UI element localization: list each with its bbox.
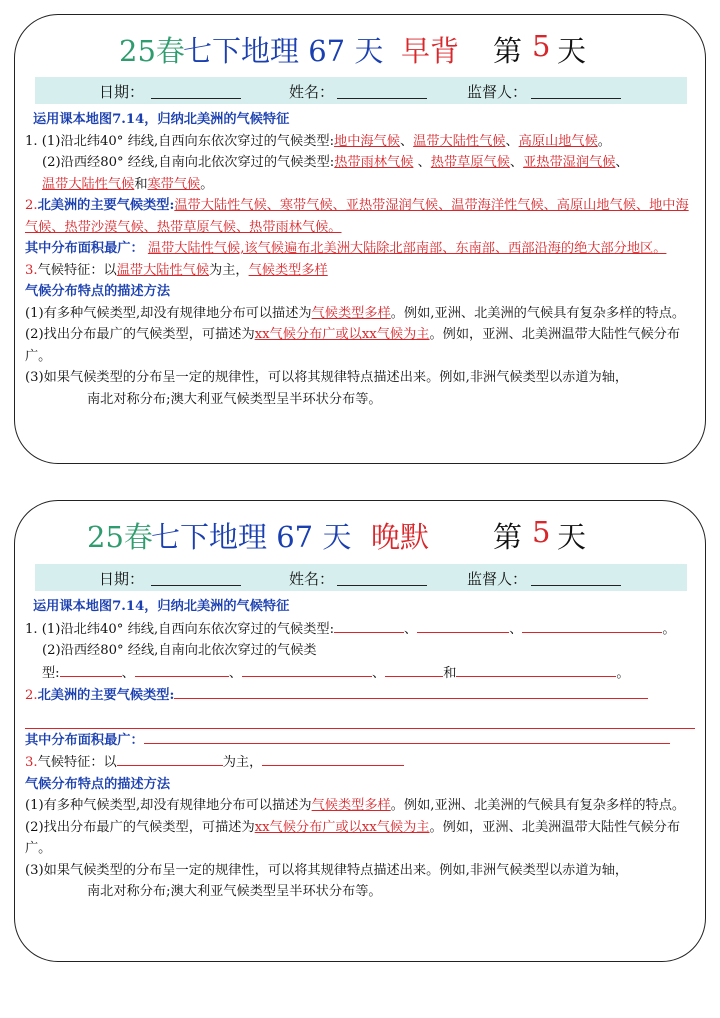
card-title xyxy=(15,29,705,73)
method-3-cont: 南北对称分布;澳大利亚气候类型呈半环状分布等。 xyxy=(87,884,382,899)
title-subject: 七下地理 67 天 xyxy=(151,520,352,554)
title-day-label: 第 xyxy=(493,34,523,68)
q2b-line xyxy=(25,729,701,752)
title-session: 晚默 xyxy=(371,520,430,554)
q1-prompt: 1. (1)沿北纬40° 纬线,自西向东依次穿过的气候类型: xyxy=(25,621,335,637)
section-heading: 运用课本地图7.14，归纳北美洲的气候特征 xyxy=(33,112,290,127)
answer: 气候类型多样 xyxy=(248,262,328,278)
q1-prompt: (2)沿西经80° 经线,自南向北依次穿过的气候类型: xyxy=(42,155,335,170)
method-1 xyxy=(25,795,701,817)
q2-number: 2. xyxy=(25,198,38,213)
q3-number: 3. xyxy=(25,755,38,770)
card-body xyxy=(25,109,701,410)
q2b-label: 其中分布面积最广： xyxy=(25,732,144,748)
method-3: (3)如果气候类型的分布呈一定的规律性，可以将其规律特点描述出来。例如,非洲气候类型以赤道为轴， xyxy=(25,862,629,878)
q1-prompt: 1. (1)沿北纬40° 纬线,自西向东依次穿过的气候类型: xyxy=(25,133,335,149)
answer: 温带大陆性气候、寒带气候、亚热带湿润气候、温带海洋性气候、高原山地气候、地中海气候、热带沙漠气候、热带草原气候、热带雨林气候。 xyxy=(25,198,689,235)
answer: 温带大陆性气候,该气候遍布北美洲大陆除北部南部、东南部、西部沿海的绝大部分地区。 xyxy=(147,241,667,256)
answer: 温带大陆性气候 xyxy=(42,176,135,192)
title-day-unit: 天 xyxy=(557,520,587,554)
answer-blank[interactable] xyxy=(385,662,443,677)
date-field[interactable] xyxy=(151,98,241,99)
title-subject: 七下地理 67 天 xyxy=(183,34,384,68)
answer-blank[interactable] xyxy=(242,662,372,677)
answer-blank[interactable] xyxy=(417,618,509,633)
method-highlight: xx气候分布广或以xx气候为主 xyxy=(254,327,430,342)
date-label: 日期： xyxy=(99,83,145,101)
q2-number: 2. xyxy=(25,688,38,703)
answer-blank[interactable] xyxy=(135,662,229,677)
supervisor-label: 监督人： xyxy=(467,83,528,101)
title-day-number: 5 xyxy=(532,515,551,549)
name-label: 姓名： xyxy=(289,83,335,101)
q3-prompt: 气候特征：以 xyxy=(37,755,117,770)
q2-label: 北美洲的主要气候类型: xyxy=(37,198,175,213)
date-label: 日期： xyxy=(99,570,145,588)
answer-blank[interactable] xyxy=(334,618,404,633)
name-label: 姓名： xyxy=(289,570,335,588)
method-text: (1)有多种气候类型,却没有规律地分布可以描述为 xyxy=(25,798,312,813)
supervisor-field[interactable] xyxy=(531,98,621,99)
answer: 温带大陆性气候 xyxy=(413,133,506,149)
answer-blank[interactable] xyxy=(262,751,404,766)
answer: 寒带气候 xyxy=(147,176,201,192)
connector: 和 xyxy=(134,176,148,192)
title-term: 25春 xyxy=(87,520,153,554)
method-text: 。例如，亚洲、北美洲温带大陆性气候分布广。 xyxy=(25,819,681,856)
morning-review-card xyxy=(14,14,706,464)
q1-line1 xyxy=(25,618,701,641)
answer: 温带大陆性气候 xyxy=(116,262,210,278)
title-term: 25春 xyxy=(119,34,185,68)
separator: 、 xyxy=(121,665,135,681)
q2b-label: 其中分布面积最广： xyxy=(25,241,144,256)
method-highlight: xx气候分布广或以xx气候为主 xyxy=(254,819,430,835)
method-text: 。例如,亚洲、北美洲的气候具有复杂多样的特点。 xyxy=(390,305,686,321)
q2b-line xyxy=(25,238,701,260)
method-highlight: 气候类型多样 xyxy=(311,798,391,813)
terminator: 。 xyxy=(662,621,676,637)
method-highlight: 气候类型多样 xyxy=(311,305,391,321)
q2-label: 北美洲的主要气候类型: xyxy=(37,688,175,703)
title-session: 早背 xyxy=(401,34,460,68)
answer-blank[interactable] xyxy=(174,684,648,699)
method-1 xyxy=(25,303,701,325)
q1-line3: 温带大陆性气候和寒带气候。 xyxy=(42,176,214,192)
title-day-label: 第 xyxy=(493,520,523,554)
method-heading: 气候分布特点的描述方法 xyxy=(25,284,171,299)
connector: 和 xyxy=(443,665,457,681)
answer-blank[interactable] xyxy=(522,618,662,633)
method-text: (1)有多种气候类型,却没有规律地分布可以描述为 xyxy=(25,305,312,321)
evening-dictation-card xyxy=(14,500,706,962)
answer: 热带草原气候 xyxy=(430,155,510,170)
method-text: (2)找出分布最广的气候类型，可描述为 xyxy=(25,819,255,835)
q1-line3 xyxy=(25,662,701,685)
method-text: 。例如,亚洲、北美洲的气候具有复杂多样的特点。 xyxy=(390,798,686,813)
separator: 、 xyxy=(404,621,418,637)
answer: 亚热带湿润气候 xyxy=(523,155,616,170)
separator: 、 xyxy=(228,665,243,681)
section-heading: 运用课本地图7.14，归纳北美洲的气候特征 xyxy=(33,599,290,614)
answer-blank[interactable] xyxy=(117,751,223,766)
supervisor-field[interactable] xyxy=(531,585,621,586)
method-2 xyxy=(25,817,701,860)
method-text: (2)找出分布最广的气候类型，可描述为 xyxy=(25,327,255,342)
name-field[interactable] xyxy=(337,585,427,586)
method-heading: 气候分布特点的描述方法 xyxy=(25,776,171,792)
info-bar xyxy=(35,564,687,591)
answer-blank[interactable] xyxy=(456,662,616,677)
q3-number: 3. xyxy=(25,262,38,278)
q1-line1: 1. (1)沿北纬40° 纬线,自西向东依次穿过的气候类型:地中海气候、温带大陆性气候、高原山地气候。 xyxy=(25,133,611,149)
card-title xyxy=(15,515,705,559)
answer: 地中海气候 xyxy=(334,133,400,149)
q2-line xyxy=(25,195,701,238)
method-3-cont: 南北对称分布;澳大利亚气候类型呈半环状分布等。 xyxy=(87,391,382,407)
info-bar xyxy=(35,77,687,104)
answer-line[interactable] xyxy=(25,707,695,729)
q3-mid: 为主， xyxy=(222,755,263,770)
title-day-unit: 天 xyxy=(557,34,587,68)
answer-blank[interactable] xyxy=(144,729,670,744)
answer: 高原山地气候 xyxy=(518,133,598,149)
name-field[interactable] xyxy=(337,98,427,99)
separator: 、 xyxy=(372,665,386,681)
q1-prompt: 型: xyxy=(42,665,60,681)
method-text: 。例如，亚洲、北美洲温带大陆性气候分布广。 xyxy=(25,327,681,364)
answer: 热带雨林气候 xyxy=(334,155,414,170)
q1-line2: (2)沿西经80° 经线,自南向北依次穿过的气候类型:热带雨林气候 、热带草原气候、亚热带湿润气候、 xyxy=(42,155,629,170)
method-2 xyxy=(25,324,701,367)
separator: 、 xyxy=(509,621,523,637)
title-day-number: 5 xyxy=(532,29,551,63)
supervisor-label: 监督人： xyxy=(467,570,528,588)
answer-blank[interactable] xyxy=(60,662,122,677)
date-field[interactable] xyxy=(151,585,241,586)
q1-line2: (2)沿西经80° 经线,自南向北依次穿过的气候类 xyxy=(42,643,317,658)
method-3: (3)如果气候类型的分布呈一定的规律性，可以将其规律特点描述出来。例如,非洲气候类型以赤道为轴， xyxy=(25,370,629,385)
card-body xyxy=(25,596,701,903)
q3-line xyxy=(25,260,701,282)
q3-prompt: 气候特征：以 xyxy=(37,262,117,278)
q3-mid: 为主， xyxy=(209,262,249,278)
q2-line xyxy=(25,684,701,707)
q3-line xyxy=(25,751,701,774)
terminator: 。 xyxy=(616,665,630,681)
